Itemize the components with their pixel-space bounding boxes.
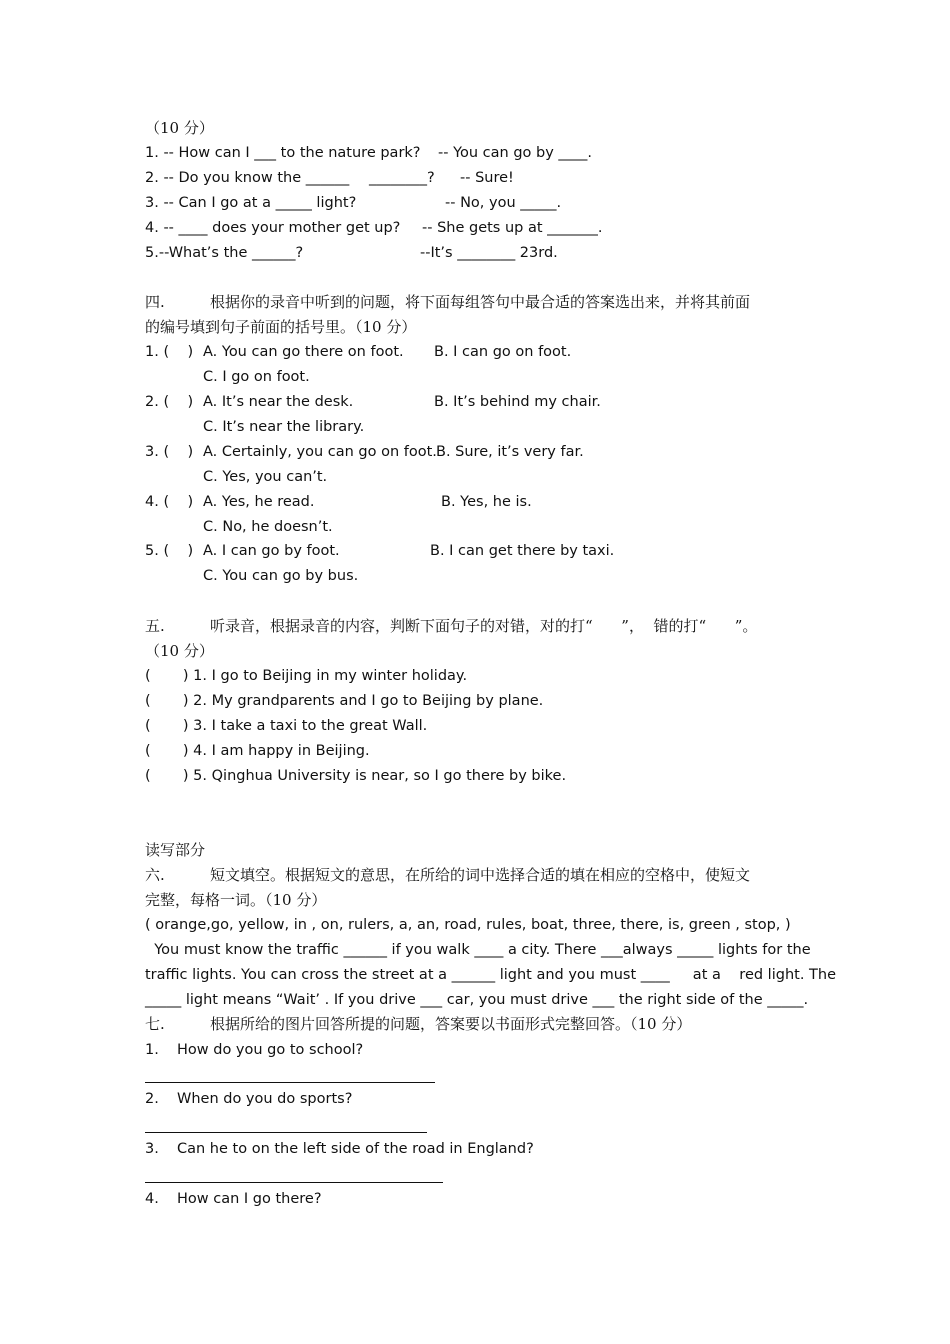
section7-number: 七. — [145, 1015, 165, 1033]
passage-line1: You must know the traffic ______ if you walk ____ a city. There ___always _____ lights for the — [145, 942, 811, 958]
s3-q3-answer: -- No, you _____. — [445, 195, 562, 211]
s4-item-option-a: A. Yes, he read. — [203, 494, 315, 510]
s5-statement: ( ) 4. I am happy in Beijing. — [145, 743, 370, 759]
s7-question-text: Can he to on the left side of the road in England? — [177, 1141, 534, 1157]
s5-statement: ( ) 1. I go to Beijing in my winter holiday. — [145, 668, 468, 684]
s7-question-text: How do you go to school? — [177, 1042, 364, 1058]
reading-writing-heading: 读写部分 — [145, 841, 206, 859]
s7-question-number: 4. — [145, 1191, 159, 1207]
s4-item-option-b: B. Sure, it’s very far. — [436, 444, 584, 460]
section5-title-line1: 听录音，根据录音的内容，判断下面句子的对错，对的打“ ”， 错的打“ ”。 — [210, 617, 758, 635]
s4-item-number: 5. ( ) — [145, 543, 194, 559]
s3-q1-answer: -- You can go by ____. — [438, 145, 593, 161]
passage-line2: traffic lights. You can cross the street at a ______ light and you must ____ at a red light. The — [145, 967, 837, 983]
s4-item-option-a: A. Certainly, you can go on foot. — [203, 444, 437, 460]
s4-item-option-a: A. I can go by foot. — [203, 543, 340, 559]
section6-number: 六. — [145, 866, 165, 884]
s3-q4-question: 4. -- ____ does your mother get up? — [145, 220, 401, 236]
section7-title: 根据所给的图片回答所提的问题，答案要以书面形式完整回答。（10 分） — [210, 1015, 692, 1033]
section6-title-line2: 完整，每格一词。（10 分） — [145, 891, 327, 909]
answer-line — [145, 1082, 435, 1083]
s3-q2-question: 2. -- Do you know the ______ — [145, 170, 350, 186]
passage-line3: _____ light means “Wait’ . If you drive ___ car, you must drive ___ the right side of the _____. — [145, 992, 809, 1008]
s4-item-option-c: C. I go on foot. — [203, 369, 310, 385]
s3-q5-question: 5.--What’s the ______? — [145, 245, 304, 261]
section5-number: 五. — [145, 617, 165, 635]
s4-item-number: 4. ( ) — [145, 494, 194, 510]
s4-item-option-c: C. Yes, you can’t. — [203, 469, 328, 485]
s3-q2-answer: -- Sure! — [460, 170, 514, 186]
s5-statement: ( ) 5. Qinghua University is near, so I go there by bike. — [145, 768, 567, 784]
s4-item-option-b: B. I can get there by taxi. — [430, 543, 615, 559]
s3-q5-answer: --It’s ________ 23rd. — [420, 245, 558, 261]
s4-item-number: 1. ( ) — [145, 344, 194, 360]
s4-item-option-c: C. It’s near the library. — [203, 419, 365, 435]
s5-statement: ( ) 2. My grandparents and I go to Beijing by plane. — [145, 693, 544, 709]
s7-question-number: 3. — [145, 1141, 159, 1157]
s4-item-option-b: B. I can go on foot. — [434, 344, 572, 360]
section6-title-line1: 短文填空。根据短文的意思，在所给的词中选择合适的填在相应的空格中，使短文 — [210, 866, 751, 884]
s5-statement: ( ) 3. I take a taxi to the great Wall. — [145, 718, 428, 734]
section3-score: （10 分） — [145, 119, 214, 137]
s7-question-number: 2. — [145, 1091, 159, 1107]
s4-item-option-b: B. It’s behind my chair. — [434, 394, 601, 410]
s3-q3-question: 3. -- Can I go at a _____ light? — [145, 195, 357, 211]
word-bank: ( orange,go, yellow, in , on, rulers, a, an, road, rules, boat, three, there, is, green , stop, ) — [145, 917, 791, 933]
answer-line — [145, 1132, 427, 1133]
section4-title-line2: 的编号填到句子前面的括号里。（10 分） — [145, 318, 417, 336]
s4-item-option-b: B. Yes, he is. — [441, 494, 532, 510]
s7-question-text: How can I go there? — [177, 1191, 322, 1207]
s4-item-option-c: C. No, he doesn’t. — [203, 519, 333, 535]
section4-number: 四. — [145, 293, 165, 311]
s4-item-option-a: A. It’s near the desk. — [203, 394, 354, 410]
s7-question-number: 1. — [145, 1042, 159, 1058]
section4-title-line1: 根据你的录音中听到的问题，将下面每组答句中最合适的答案选出来，并将其前面 — [210, 293, 751, 311]
s3-q2-question-end: ________? — [369, 170, 435, 186]
s3-q1-question: 1. -- How can I ___ to the nature park? — [145, 145, 421, 161]
section5-title-line2: （10 分） — [145, 642, 214, 660]
s4-item-number: 2. ( ) — [145, 394, 194, 410]
s4-item-option-a: A. You can go there on foot. — [203, 344, 404, 360]
answer-line — [145, 1182, 443, 1183]
s3-q4-answer: -- She gets up at _______. — [422, 220, 603, 236]
s4-item-number: 3. ( ) — [145, 444, 194, 460]
s7-question-text: When do you do sports? — [177, 1091, 353, 1107]
s4-item-option-c: C. You can go by bus. — [203, 568, 359, 584]
